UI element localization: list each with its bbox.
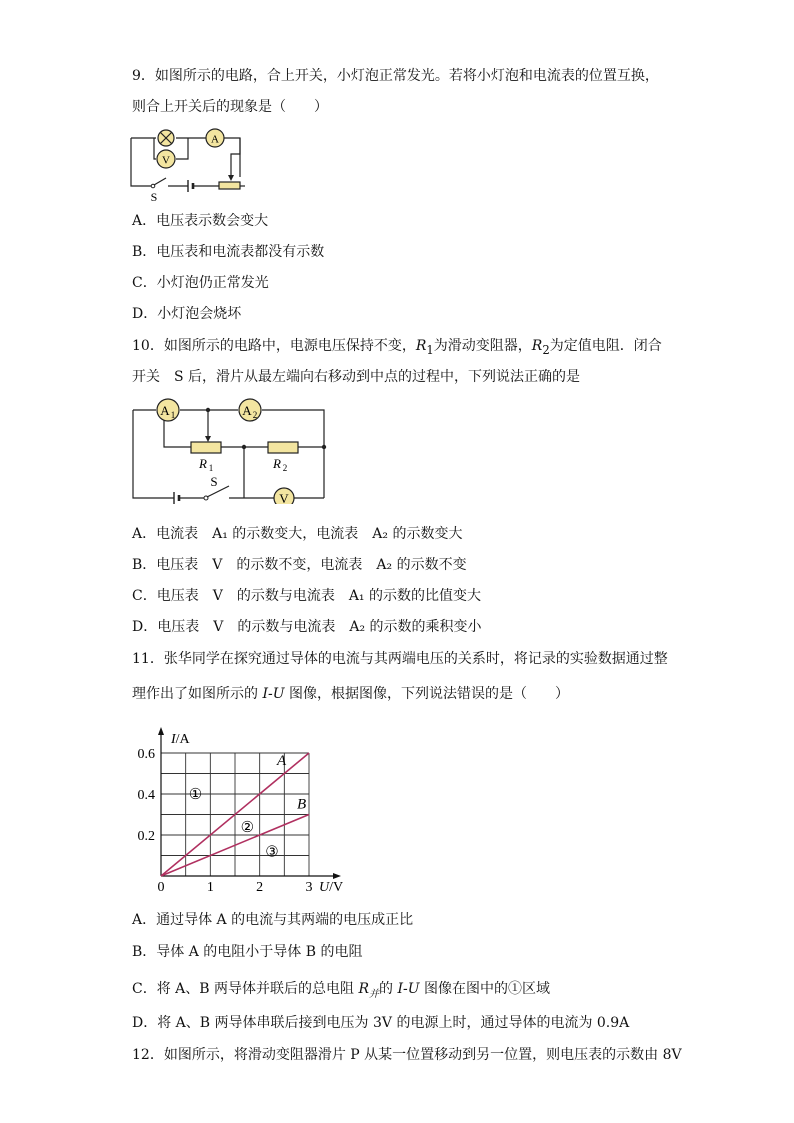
svg-text:A <box>160 403 170 418</box>
q10-a1-subscript: 1 <box>170 410 176 420</box>
series-label-b: B <box>297 796 307 813</box>
q9-ammeter-label: A <box>211 133 219 146</box>
q10-ammeter-a2-icon <box>239 399 261 421</box>
q11-option-b: B．导体 A 的电阻小于导体 B 的电阻 <box>132 944 363 960</box>
q9-option-a: A．电压表示数会变大 <box>132 213 269 229</box>
q10-r1-subscript: 1 <box>208 463 214 473</box>
x-tick-label: 3 <box>305 880 313 895</box>
q12-stem-line1: 12．如图所示，将滑动变阻器滑片 P 从某一位置移动到另一位置，则电压表的示数由 8V <box>132 1047 682 1063</box>
x-tick-label: 1 <box>206 880 214 895</box>
q10-a1-label: A <box>160 403 170 418</box>
q10-r2-label: R <box>273 456 281 471</box>
q10-option-a: A．电流表 A₁ 的示数变大，电流表 A₂ 的示数变大 <box>132 526 463 542</box>
y-tick-label: 0.6 <box>137 747 155 762</box>
q10-a2-subscript: 2 <box>252 410 258 420</box>
q11-option-a: A．通过导体 A 的电流与其两端的电压成正比 <box>132 912 414 928</box>
region-label-2: ② <box>240 819 255 836</box>
q9-voltmeter-label: V <box>162 154 170 167</box>
q10-option-c: C．电压表 V 的示数与电流表 A₁ 的示数的比值变大 <box>132 588 481 604</box>
q10-stem-line1: 10．如图所示的电路中，电源电压保持不变，$R_1$为滑动变阻器，$R_2$为定值电阻．闭合 <box>132 338 662 357</box>
q10-circuit-diagram <box>128 398 330 504</box>
x-tick-label: 2 <box>256 880 264 895</box>
q10-r2-subscript: 2 <box>282 463 288 473</box>
q9-switch-label: S <box>150 190 158 204</box>
y-tick-label: 0.4 <box>137 788 155 803</box>
q9-stem-line1: 9．如图所示的电路，合上开关，小灯泡正常发光。若将小灯泡和电流表的位置互换， <box>132 68 659 84</box>
q10-r1-label: R <box>199 456 207 471</box>
origin-label: 0 <box>157 880 165 895</box>
q11-stem-line2: 理作出了如图所示的 I-U 图像，根据图像，下列说法错误的是（ ） <box>132 686 569 702</box>
y-axis-arrow <box>158 727 164 735</box>
region-label-1: ① <box>188 787 203 803</box>
q10-option-d: D．电压表 V 的示数与电流表 A₂ 的示数的乘积变小 <box>132 619 482 635</box>
y-axis-label: I/A <box>171 732 190 747</box>
q10-voltmeter-label: V <box>279 491 289 504</box>
q11-option-c: C．将 A、B 两导体并联后的总电阻 $R_并$的 I-U 图像在图中的①区域 <box>132 981 550 1000</box>
x-axis-arrow <box>333 873 341 879</box>
q9-circuit-diagram <box>128 124 250 204</box>
q10-stem-line2: 开关 S 后，滑片从最左端向右移动到中点的过程中，下列说法正确的是 <box>132 369 581 385</box>
region-label-3: ③ <box>265 844 279 861</box>
q10-option-b: B．电压表 V 的示数不变，电流表 A₂ 的示数不变 <box>132 557 467 573</box>
q9-voltmeter-icon <box>157 150 175 168</box>
q9-switch-icon <box>151 178 166 188</box>
q11-iu-chart <box>128 712 353 902</box>
q9-ammeter-icon <box>206 129 224 147</box>
series-label-a: A <box>277 753 287 769</box>
q9-lamp-icon <box>158 130 174 146</box>
q10-switch-label: S <box>210 474 218 489</box>
q9-stem-line2: 则合上开关后的现象是（ ） <box>132 99 328 115</box>
q9-option-d: D．小灯泡会烧坏 <box>132 306 242 322</box>
x-axis-label: U/V <box>319 880 344 895</box>
q11-option-d: D．将 A、B 两导体串联后接到电压为 3V 的电源上时，通过导体的电流为 0.9A <box>132 1015 630 1031</box>
q9-option-b: B．电压表和电流表都没有示数 <box>132 244 325 260</box>
q9-option-c: C．小灯泡仍正常发光 <box>132 275 269 291</box>
q10-a2-label: A <box>242 403 252 418</box>
y-tick-label: 0.2 <box>137 829 155 844</box>
q10-ammeter-a1-icon <box>157 399 179 421</box>
q10-voltmeter-icon <box>274 488 294 504</box>
q11-stem-line1: 11．张华同学在探究通过导体的电流与其两端电压的关系时，将记录的实验数据通过整 <box>132 651 668 667</box>
